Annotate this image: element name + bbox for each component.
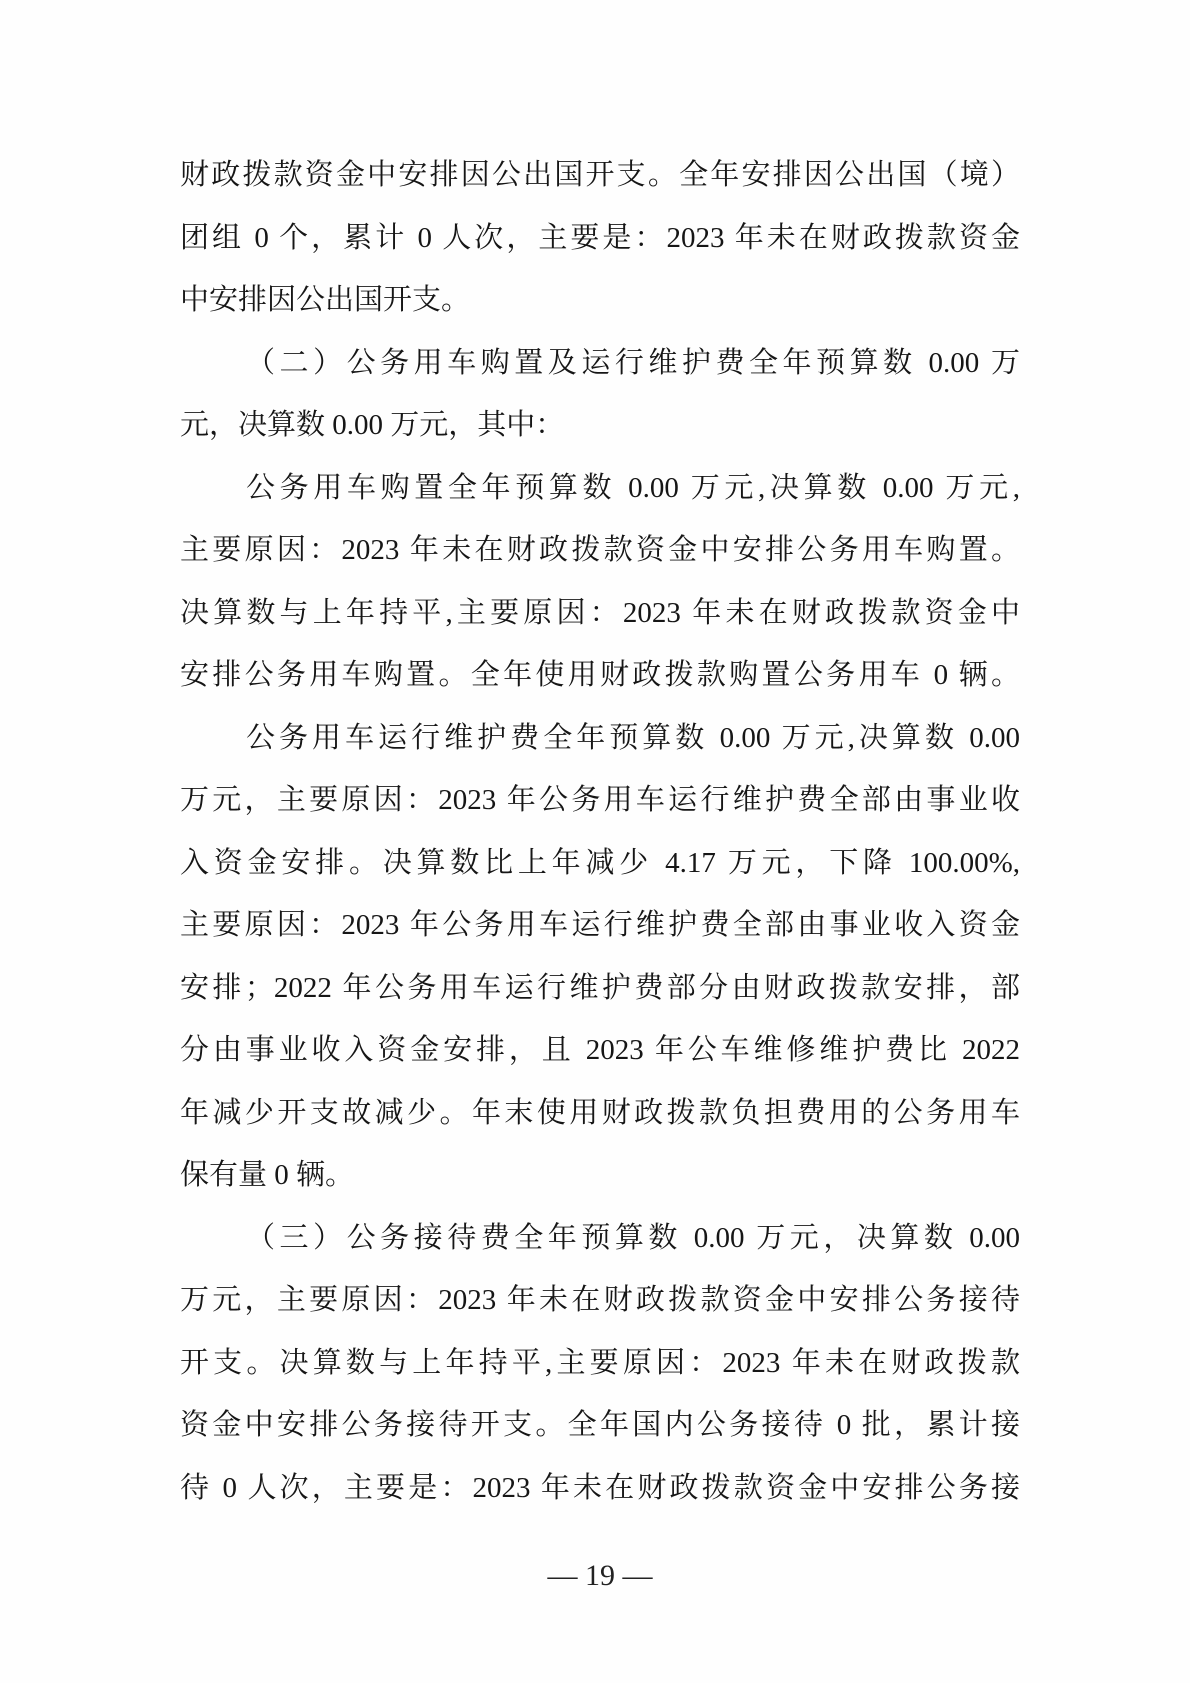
text-line: 公务用车运行维护费全年预算数 0.00 万元,决算数 0.00 (246, 721, 1020, 754)
text-line: 主要原因：2023 年未在财政拨款资金中安排公务用车购置。 (180, 534, 1020, 566)
document-body (180, 144, 1020, 1519)
text-line: 万元，主要原因：2023 年未在财政拨款资金中安排公务接待 (180, 1284, 1020, 1316)
text-line: 年减少开支故减少。年末使用财政拨款负担费用的公务用车 (180, 1096, 1020, 1129)
text-line-section-heading-2: （二）公务用车购置及运行维护费全年预算数 0.00 万 (246, 346, 1020, 379)
page-number: — 19 — (547, 1559, 653, 1592)
text-line: 待 0 人次，主要是：2023 年未在财政拨款资金中安排公务接 (180, 1471, 1020, 1504)
text-line: 主要原因：2023 年公务用车运行维护费全部由事业收入资金 (180, 909, 1020, 941)
text-line: 资金中安排公务接待开支。全年国内公务接待 0 批，累计接 (180, 1409, 1020, 1441)
text-line: 元，决算数 0.00 万元，其中： (180, 409, 565, 441)
text-line: 安排公务用车购置。全年使用财政拨款购置公务用车 0 辆。 (180, 659, 1020, 691)
text-line: 安排；2022 年公务用车运行维护费部分由财政拨款安排，部 (180, 971, 1020, 1004)
text-line: 入资金安排。决算数比上年减少 4.17 万元，下降 100.00%, (180, 846, 1020, 879)
page-footer (180, 1552, 1020, 1600)
text-line: 中安排因公出国开支。 (180, 284, 471, 316)
text-line: 开支。决算数与上年持平,主要原因：2023 年未在财政拨款 (180, 1346, 1020, 1379)
text-line: 财政拨款资金中安排因公出国开支。全年安排因公出国（境） (180, 159, 1020, 191)
text-line: 决算数与上年持平,主要原因：2023 年未在财政拨款资金中 (180, 596, 1020, 629)
text-line: 万元，主要原因：2023 年公务用车运行维护费全部由事业收 (180, 784, 1020, 816)
text-line-section-heading-3: （三）公务接待费全年预算数 0.00 万元，决算数 0.00 (246, 1221, 1020, 1254)
text-line: 分由事业收入资金安排，且 2023 年公车维修维护费比 2022 (180, 1034, 1020, 1066)
text-line: 团组 0 个，累计 0 人次，主要是：2023 年未在财政拨款资金 (180, 221, 1020, 254)
text-line: 公务用车购置全年预算数 0.00 万元,决算数 0.00 万元, (246, 471, 1020, 504)
text-line: 保有量 0 辆。 (180, 1159, 355, 1191)
